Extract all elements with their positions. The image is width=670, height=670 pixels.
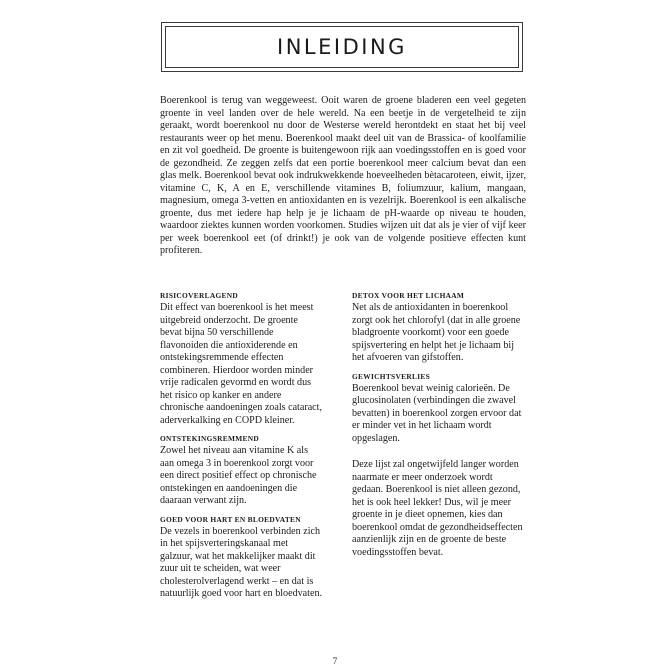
- right-column: [352, 290, 524, 565]
- left-column: [160, 290, 322, 607]
- closing-paragraph: Deze lijst zal ongetwijfeld langer worden naarmate er meer onderzoek wordt gedaan. Boerenkool is niet alleen gezond, het is ook heel lekker! Dus, wil je meer groente in je dieet opnemen, kies dan boerenkool omdat de gezondheidseffecten aanzienlijk zijn en de groente de beste voedingsstoffen bevat.: [352, 459, 523, 558]
- section-heading: RISICOVERLAGEND: [160, 291, 239, 300]
- section-text: Boerenkool bevat weinig calorieën. De glucosinolaten (verbindingen die zwavel bevatten) in boerenkool zorgen ervoor dat er minder vet in het lichaam wordt opgeslagen.: [352, 382, 522, 444]
- section-risicoverlagend: [160, 290, 322, 427]
- title-frame: [161, 22, 523, 72]
- section-text: De vezels in boerenkool verbinden zich in het spijsverteringskanaal met galzuur, wat het makkelijker maakt dit zuur uit te scheiden, wat weer cholesterolverlagend werkt – en dat is natuurlijk goed voor hart en bloedvaten.: [160, 525, 323, 599]
- section-heading: GOED VOOR HART EN BLOEDVATEN: [160, 514, 301, 524]
- page-title: INLEIDING: [277, 35, 407, 59]
- section-text: Dit effect van boerenkool is het meest uitgebreid onderzocht. De groente bevat bijna 50 verschillende flavonoiden die antioxiderende en ontstekingsremmende effecten combineren. Hierdoor worden minder vrije radicalen gevormd en wordt dus het risico op kanker en andere chronische aandoeningen zoals cataract, aderverkalking en COPD kleiner.: [160, 302, 322, 426]
- section-ontstekingsremmend: [160, 433, 322, 508]
- section-detox: [352, 290, 524, 365]
- section-text: Net als de antioxidanten in boerenkool zorgt ook het chlorofyl (dat in alle groene bladgroente voorkomt) voor een goede spijsvertering en helpt het je lichaam bij het afvoeren van gifstoffen.: [352, 302, 521, 363]
- section-heading: GEWICHTSVERLIES: [352, 371, 431, 381]
- section-heading: ONTSTEKINGSREMMEND: [160, 434, 260, 443]
- section-hart-bloedvaten: [160, 514, 322, 601]
- section-text: Zowel het niveau aan vitamine K als aan omega 3 in boerenkool zorgt voor een direct positief effect op chronische ontstekingen en aandoeningen die daaraan verwant zijn.: [160, 445, 317, 506]
- section-gewichtsverlies: [352, 371, 524, 446]
- section-heading: DETOX VOOR HET LICHAAM: [352, 291, 465, 300]
- page-number: 7: [332, 656, 338, 666]
- intro-paragraph: Boerenkool is terug van weggeweest. Ooit waren de groene bladeren een veel gegeten groente in veel landen over de hele wereld. Na een beetje in de vergetelheid te zijn geraakt, wordt boerenkool nu door de Westerse wereld herontdekt en staat het bij veel restaurants weer op het menu. Boerenkool maakt deel uit van de Brassica- of koolfamilie en zit vol goedheid. De groente is buitengewoon rijk aan voedingsstoffen en is goed voor de gezondheid. Ze zeggen zelfs dat een portie boerenkool meer calcium bevat dan een glas melk. Boerenkool bevat ook indrukwekkende hoeveelheden bètacaroteen, eiwit, ijzer, vitamine C, K, A en E, verschillende vitamines B, foliumzuur, kalium, mangaan, magnesium, omega 3-vetten en antioxidanten en is vezelrijk. Boerenkool is een alkalische groente, dus met iedere hap help je je lichaam de pH-waarde op niveau te houden, waardoor ziektes kunnen worden voorkomen. Studies wijzen uit dat als je vier of vijf keer per week boerenkool eet (of drinkt!) je ook van de volgende positieve effecten kunt profiteren.: [160, 95, 526, 256]
